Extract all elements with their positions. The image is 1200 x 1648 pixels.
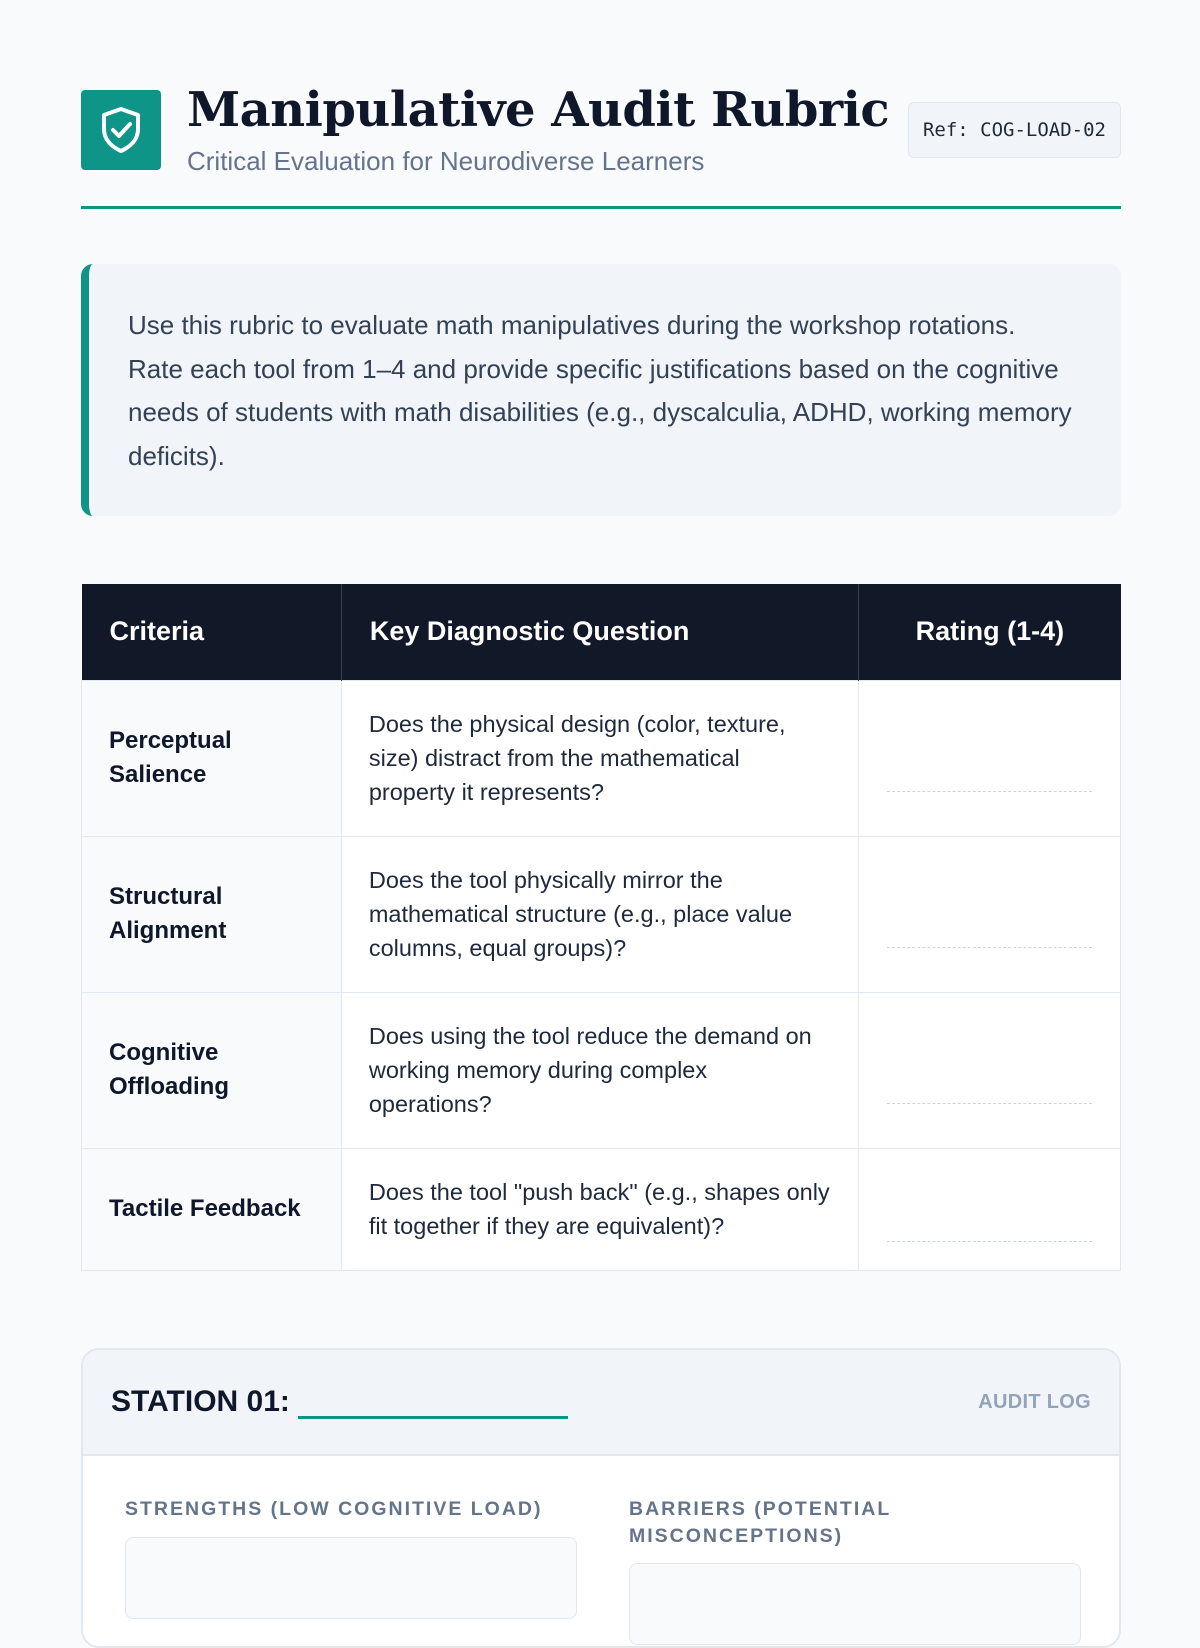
page-title: Manipulative Audit Rubric: [187, 82, 890, 138]
barriers-label: BARRIERS (POTENTIAL MISCONCEPTIONS): [629, 1498, 891, 1547]
criteria-cell: Cognitive Offloading: [82, 992, 342, 1148]
table-row: [82, 1148, 1121, 1270]
table-row: [82, 680, 1121, 836]
station-name-field[interactable]: [298, 1386, 568, 1419]
strengths-label: STRENGTHS (LOW COGNITIVE LOAD): [125, 1498, 543, 1520]
page-subtitle: Critical Evaluation for Neurodiverse Learners: [187, 146, 705, 176]
rating-cell[interactable]: [859, 992, 1121, 1148]
column-header-question: Key Diagnostic Question: [341, 584, 858, 680]
rating-input-line[interactable]: [887, 791, 1092, 792]
column-header-rating: Rating (1-4): [859, 584, 1121, 680]
question-cell: Does using the tool reduce the demand on working memory during complex operations?: [341, 992, 858, 1148]
table-header-row: [82, 584, 1121, 680]
intro-callout: [81, 264, 1121, 516]
intro-text: Use this rubric to evaluate math manipulatives during the workshop rotations. Rate each tool from 1–4 and provide specific justifications based on the cognitive needs of students with math disabilities (e.g., dyscalculia, ADHD, working memory deficits).: [128, 310, 1072, 471]
header: [81, 82, 1121, 210]
station-title: [111, 1385, 568, 1419]
audit-log-tag: AUDIT LOG: [978, 1390, 1091, 1413]
rating-input-line[interactable]: [887, 1103, 1092, 1104]
shield-check-icon: [81, 90, 161, 170]
strengths-field[interactable]: [125, 1537, 577, 1619]
station-card: [81, 1348, 1121, 1648]
question-cell: Does the tool physically mirror the mathematical structure (e.g., place value columns, equal groups)?: [341, 836, 858, 992]
station-title-text: STATION 01:: [111, 1385, 290, 1418]
reference-badge: Ref: COG-LOAD-02: [908, 102, 1121, 158]
rubric-table: [81, 584, 1121, 1271]
table-row: [82, 836, 1121, 992]
header-divider: [81, 206, 1121, 209]
table-row: [82, 992, 1121, 1148]
rating-cell[interactable]: [859, 836, 1121, 992]
criteria-cell: Structural Alignment: [82, 836, 342, 992]
rating-input-line[interactable]: [887, 947, 1092, 948]
question-cell: Does the tool "push back" (e.g., shapes only fit together if they are equivalent)?: [341, 1148, 858, 1270]
column-header-criteria: Criteria: [82, 584, 342, 680]
station-header: [83, 1350, 1119, 1456]
rating-input-line[interactable]: [887, 1241, 1092, 1242]
rating-cell[interactable]: [859, 1148, 1121, 1270]
criteria-cell: Tactile Feedback: [82, 1148, 342, 1270]
criteria-cell: Perceptual Salience: [82, 680, 342, 836]
question-cell: Does the physical design (color, texture, size) distract from the mathematical property it represents?: [341, 680, 858, 836]
rating-cell[interactable]: [859, 680, 1121, 836]
barriers-field[interactable]: [629, 1563, 1081, 1645]
